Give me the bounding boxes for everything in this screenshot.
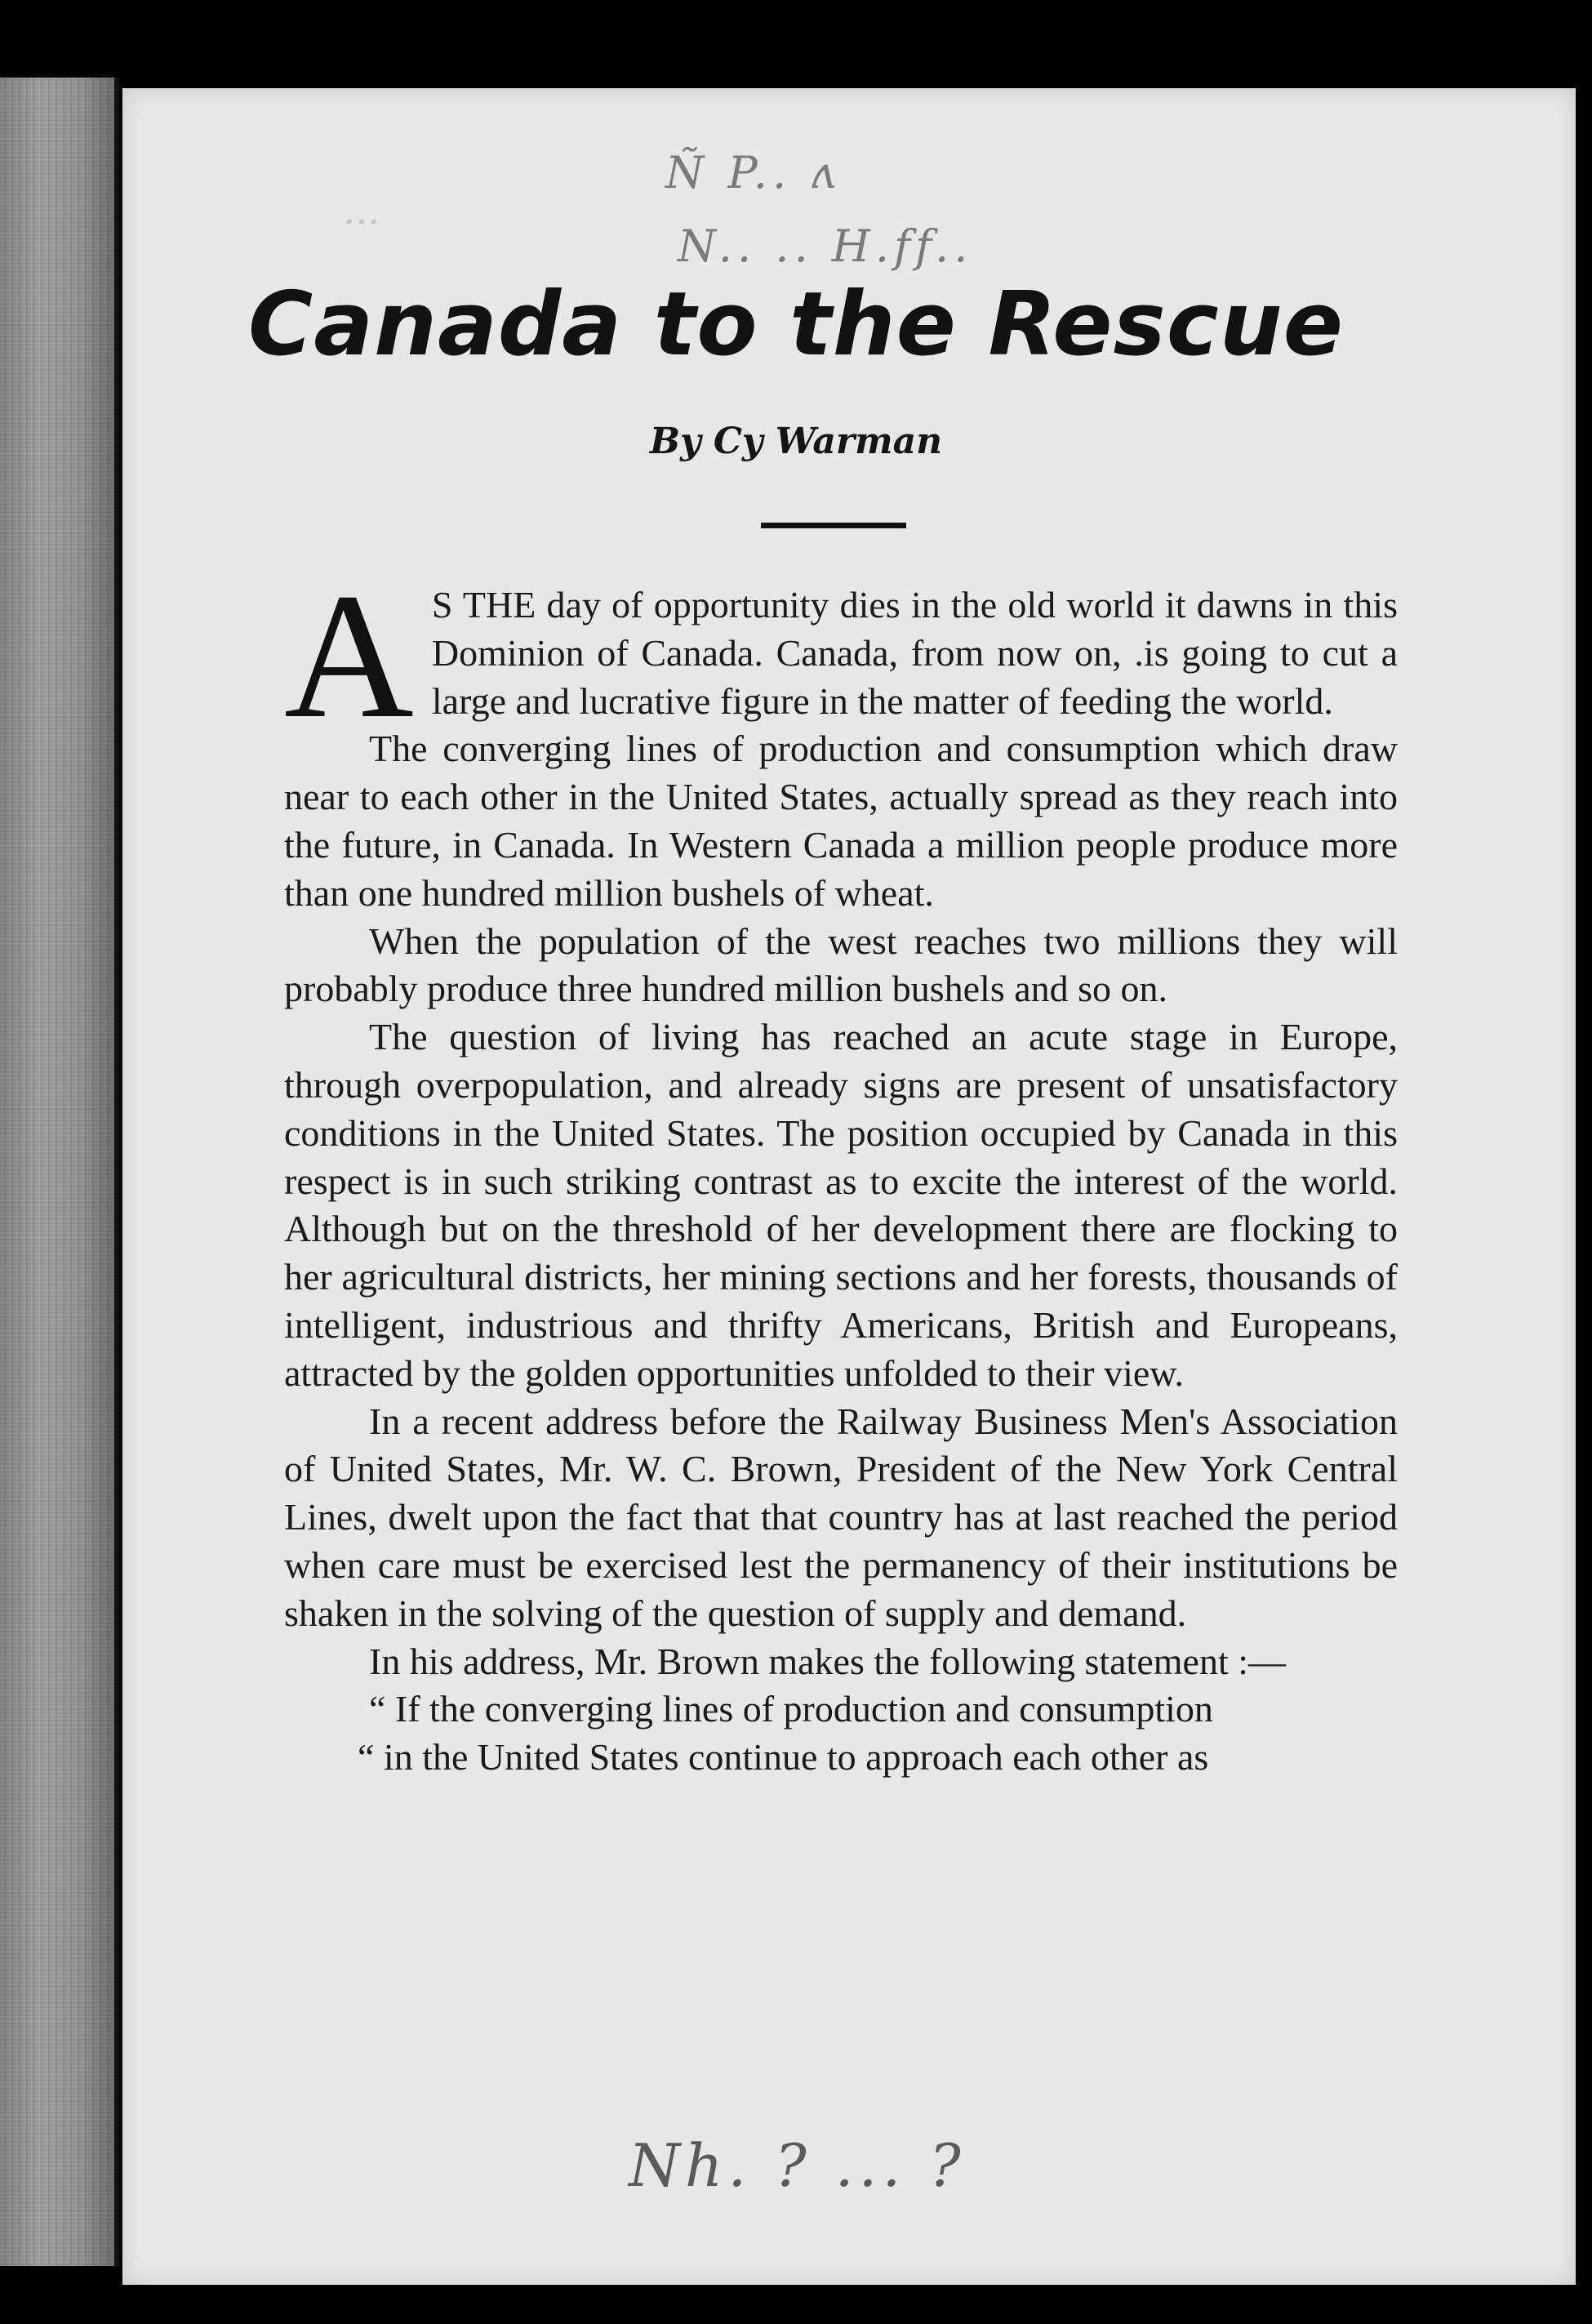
article-body <box>284 556 1398 1782</box>
handwritten-note-bottom: Nh. ? ... ? <box>629 2131 966 2200</box>
title-rule <box>761 523 906 528</box>
paragraph-5: In a recent address before the Railway Business Men's Association of United States, Mr. W. C. Brown, President of the New York Central Lines, dwelt upon the fact that that country has at last reached the period when care must be exercised lest the permanency of their institutions be shaken in the solving of the question of supply and demand. <box>284 1400 1398 1634</box>
paragraph-1 <box>284 556 1398 755</box>
handwritten-note-top-1: Ñ P.. ʌ <box>665 147 840 198</box>
article-byline: By Cy Warman <box>649 421 943 462</box>
book-spine <box>0 78 116 2266</box>
quote-line-1: “ If the converging lines of production and consumption <box>369 1688 1213 1730</box>
paragraph-6: In his address, Mr. Brown makes the following statement :— <box>369 1640 1287 1682</box>
handwritten-note-top-2: N.. .. H.ff.. <box>678 220 973 272</box>
quote-line-2: “ in the United States continue to approach each other as <box>358 1736 1209 1779</box>
paragraph-4: The question of living has reached an acute stage in Europe, through overpopulation, and already signs are present of unsatisfactory conditions in the United States. The position occupied by Canada in this respect is in such striking contrast as to excite the interest of the world. Although but on the threshold of her development there are flocking to her agricultural districts, her mining sections and her forests, thousands of intelligent, industrious and thrifty Americans, British and Europeans, attracted by the golden opportunities unfolded to their view. <box>284 1016 1398 1394</box>
article-title: Canada to the Rescue <box>248 274 1344 376</box>
paragraph-3: When the population of the west reaches two millions they will probably produce three hundred million bushels and so on. <box>284 919 1398 1010</box>
drop-cap: A <box>284 556 414 755</box>
spine-edge <box>114 78 119 2266</box>
faint-pencil-note: ... <box>343 188 380 234</box>
paragraph-1-text: S THE day of opportunity dies in the old world it dawns in this Dominion of Canada. Canada, from now on, .is going to cut a large and lucrative figure in the matter of feeding the world. <box>431 584 1398 722</box>
paragraph-2: The converging lines of production and consumption which draw near to each other in the United States, actually spread as they reach into the future, in Canada. In Western Canada a million people produce more than one hundred million bushels of wheat. <box>284 728 1398 914</box>
